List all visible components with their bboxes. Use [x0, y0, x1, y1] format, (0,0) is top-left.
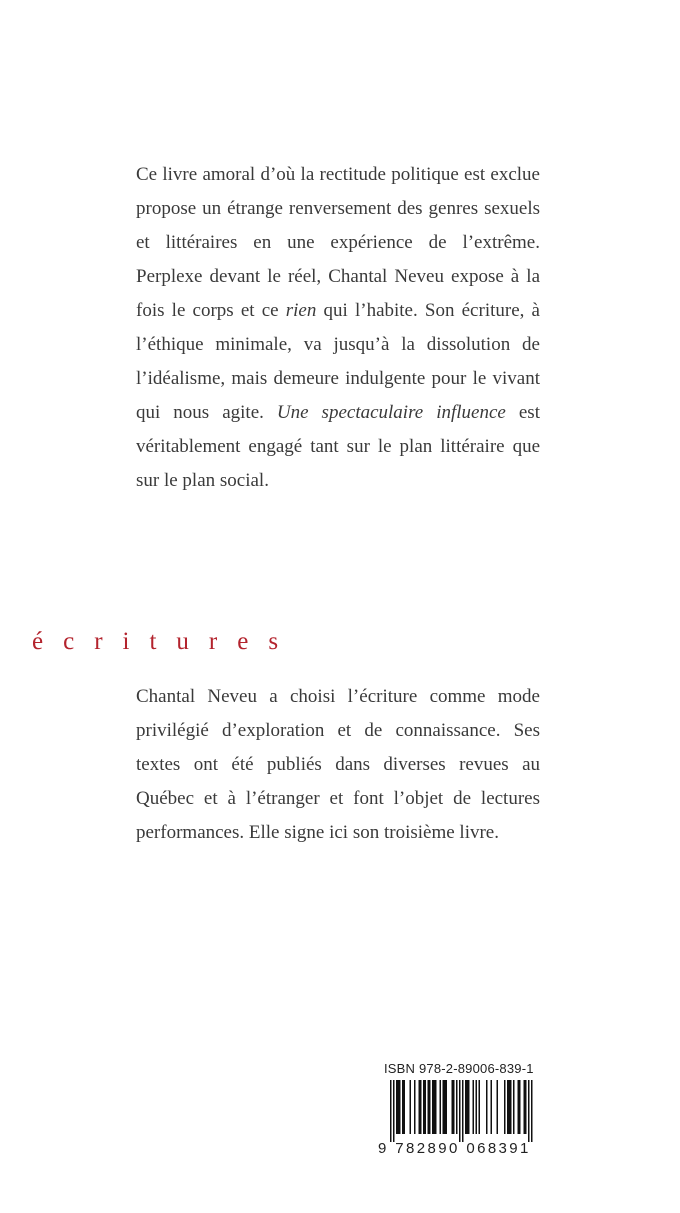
blurb-text-1: Ce livre amoral d’où la rectitude politique est exclue propose un étrange renversement des genres sexuels et littéraires en une expérience de l’extrême. Perplexe devant le réel, Chantal Neveu expose à la fois le corps et ce: [136, 164, 540, 321]
barcode-bar: [429, 1080, 431, 1134]
barcode-bar: [531, 1080, 533, 1142]
barcode-bar: [513, 1080, 515, 1134]
barcode-bar: [435, 1080, 437, 1134]
barcode-bar: [462, 1080, 464, 1142]
barcode-bar: [419, 1080, 421, 1134]
barcode-bar: [504, 1080, 506, 1134]
barcode-bar: [497, 1080, 499, 1134]
barcode-bar: [425, 1080, 427, 1134]
barcode-bar: [452, 1080, 454, 1134]
blurb-book-title: Une spectaculaire influence: [276, 402, 506, 423]
barcode-bar: [453, 1080, 455, 1134]
barcode-bar: [528, 1080, 530, 1142]
barcode-bar: [446, 1080, 448, 1134]
barcode-bar: [420, 1080, 422, 1134]
barcode-bar: [423, 1080, 425, 1134]
barcode-bar: [507, 1080, 509, 1134]
barcode-bar: [444, 1080, 446, 1134]
barcode-bar: [396, 1080, 398, 1134]
barcode-bar: [432, 1080, 434, 1134]
barcode-bar: [459, 1080, 461, 1142]
book-blurb: [136, 158, 540, 498]
barcode-bar: [473, 1080, 475, 1134]
barcode-bar: [404, 1080, 406, 1134]
barcode-bar: [414, 1080, 416, 1134]
barcode-bar: [510, 1080, 512, 1134]
blurb-italic-rien: rien: [285, 300, 317, 321]
barcode-bar: [456, 1080, 458, 1134]
barcode-bar: [509, 1080, 511, 1134]
barcode-bar: [518, 1080, 520, 1134]
barcode: [378, 1080, 543, 1142]
barcode-bar: [440, 1080, 442, 1134]
barcode-bar: [525, 1080, 527, 1134]
blurb-text-3: est véritablement engagé tant sur le plan littéraire que sur le plan social.: [136, 402, 540, 491]
blurb-text-2: qui l’habite. Son écriture, à l’éthique minimale, va jusqu’à la dissolution de l’idéalisme, mais demeure indulgente pour le vivant qui nous agite.: [136, 300, 540, 423]
barcode-bar: [443, 1080, 445, 1134]
barcode-bar: [402, 1080, 404, 1134]
barcode-bar: [486, 1080, 488, 1134]
barcode-bar: [476, 1080, 478, 1134]
series-label: écritures: [32, 628, 299, 655]
barcode-bar: [491, 1080, 493, 1134]
barcode-bar: [390, 1080, 392, 1142]
barcode-bar: [479, 1080, 481, 1134]
barcode-bar: [519, 1080, 521, 1134]
barcode-bar: [398, 1080, 400, 1134]
author-bio: [136, 680, 540, 850]
isbn-block: [378, 1060, 543, 1157]
barcode-bar: [524, 1080, 526, 1134]
author-bio-text: Chantal Neveu a choisi l’écriture comme mode privilégié d’exploration et de connaissance. Ses textes ont été publiés dans diverses revues au Québec et à l’étranger et font l’objet de lectures performances. Elle signe ici son troisième livre.: [136, 686, 540, 843]
barcode-bar: [434, 1080, 436, 1134]
blurb-paragraph: [136, 158, 540, 498]
barcode-bar: [468, 1080, 470, 1134]
barcode-bar: [467, 1080, 469, 1134]
barcode-bar: [428, 1080, 430, 1134]
isbn-label: ISBN 978-2-89006-839-1: [384, 1061, 534, 1076]
barcode-bar: [465, 1080, 467, 1134]
barcode-digits: 9 782890 068391: [378, 1140, 531, 1157]
barcode-bar: [399, 1080, 401, 1134]
barcode-bar: [410, 1080, 412, 1134]
barcode-bar: [393, 1080, 395, 1142]
